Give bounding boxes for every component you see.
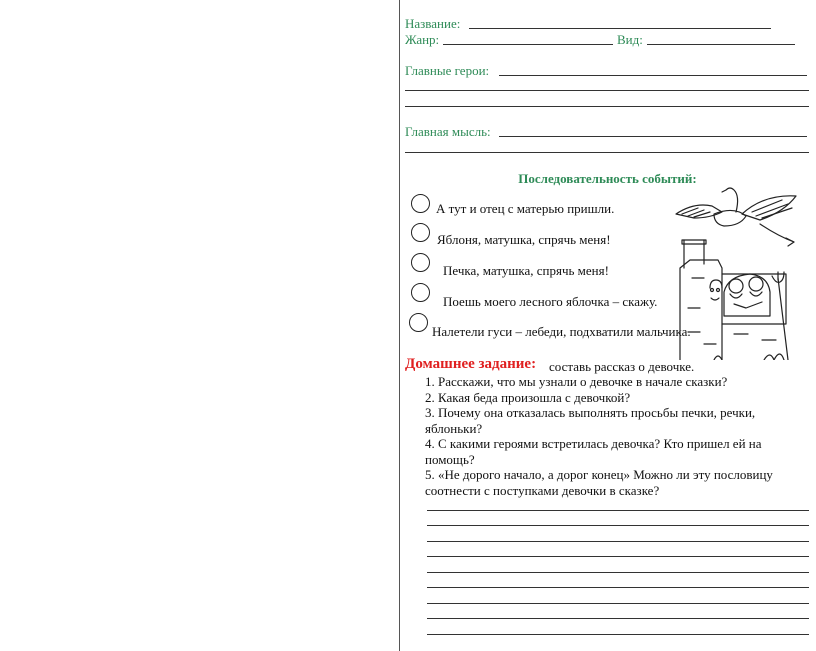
question-2: 2. Какая беда произошла с девочкой? [425,390,631,405]
heroes-answer-line-1[interactable] [499,75,807,76]
answer-line-2[interactable] [427,525,809,526]
event-1: А тут и отец с матерью пришли. [436,201,615,216]
event-5: Налетели гуси – лебеди, подхватили мальчика. [432,324,691,339]
answer-line-8[interactable] [427,618,809,619]
main-idea-answer-line-2[interactable] [405,152,809,153]
answer-line-9[interactable] [427,634,809,635]
homework-label: Домашнее задание: [405,356,537,372]
event-3: Печка, матушка, спрячь меня! [443,263,609,278]
sequence-title: Последовательность событий: [518,171,697,186]
question-5: 5. «Не дорого начало, а дорог конец» Можно ли эту пословицу соотнести с поступками девочки в сказке? [425,467,773,498]
order-circle-4[interactable] [411,283,430,302]
swan-geese-stove-icon [674,184,802,360]
answer-line-3[interactable] [427,541,809,542]
answer-line-5[interactable] [427,572,809,573]
question-1: 1. Расскажи, что мы узнали о девочке в начале сказки? [425,374,728,389]
question-4: 4. С какими героями встретилась девочка? Кто пришел ей на помощь? [425,436,762,467]
genre-label: Жанр: [405,32,440,47]
homework-text: составь рассказ о девочке. [549,359,695,374]
name-answer-line[interactable] [469,28,771,29]
event-2: Яблоня, матушка, спрячь меня! [437,232,611,247]
page-divider [399,0,400,651]
order-circle-3[interactable] [411,253,430,272]
kind-label: Вид: [617,32,643,47]
event-4: Поешь моего лесного яблочка – скажу. [443,294,658,309]
name-label: Название: [405,16,461,31]
main-idea-answer-line-1[interactable] [499,136,807,137]
answer-line-1[interactable] [427,510,809,511]
question-3: 3. Почему она отказалась выполнять просьбы печки, речки, яблоньки? [425,405,756,436]
answer-line-7[interactable] [427,603,809,604]
heroes-answer-line-3[interactable] [405,106,809,107]
heroes-answer-line-2[interactable] [405,90,809,91]
order-circle-2[interactable] [411,223,430,242]
heroes-label: Главные герои: [405,63,490,78]
order-circle-1[interactable] [411,194,430,213]
answer-line-4[interactable] [427,556,809,557]
main-idea-label: Главная мысль: [405,124,491,139]
kind-answer-line[interactable] [647,44,795,45]
genre-answer-line[interactable] [443,44,613,45]
order-circle-5[interactable] [409,313,428,332]
answer-line-6[interactable] [427,587,809,588]
